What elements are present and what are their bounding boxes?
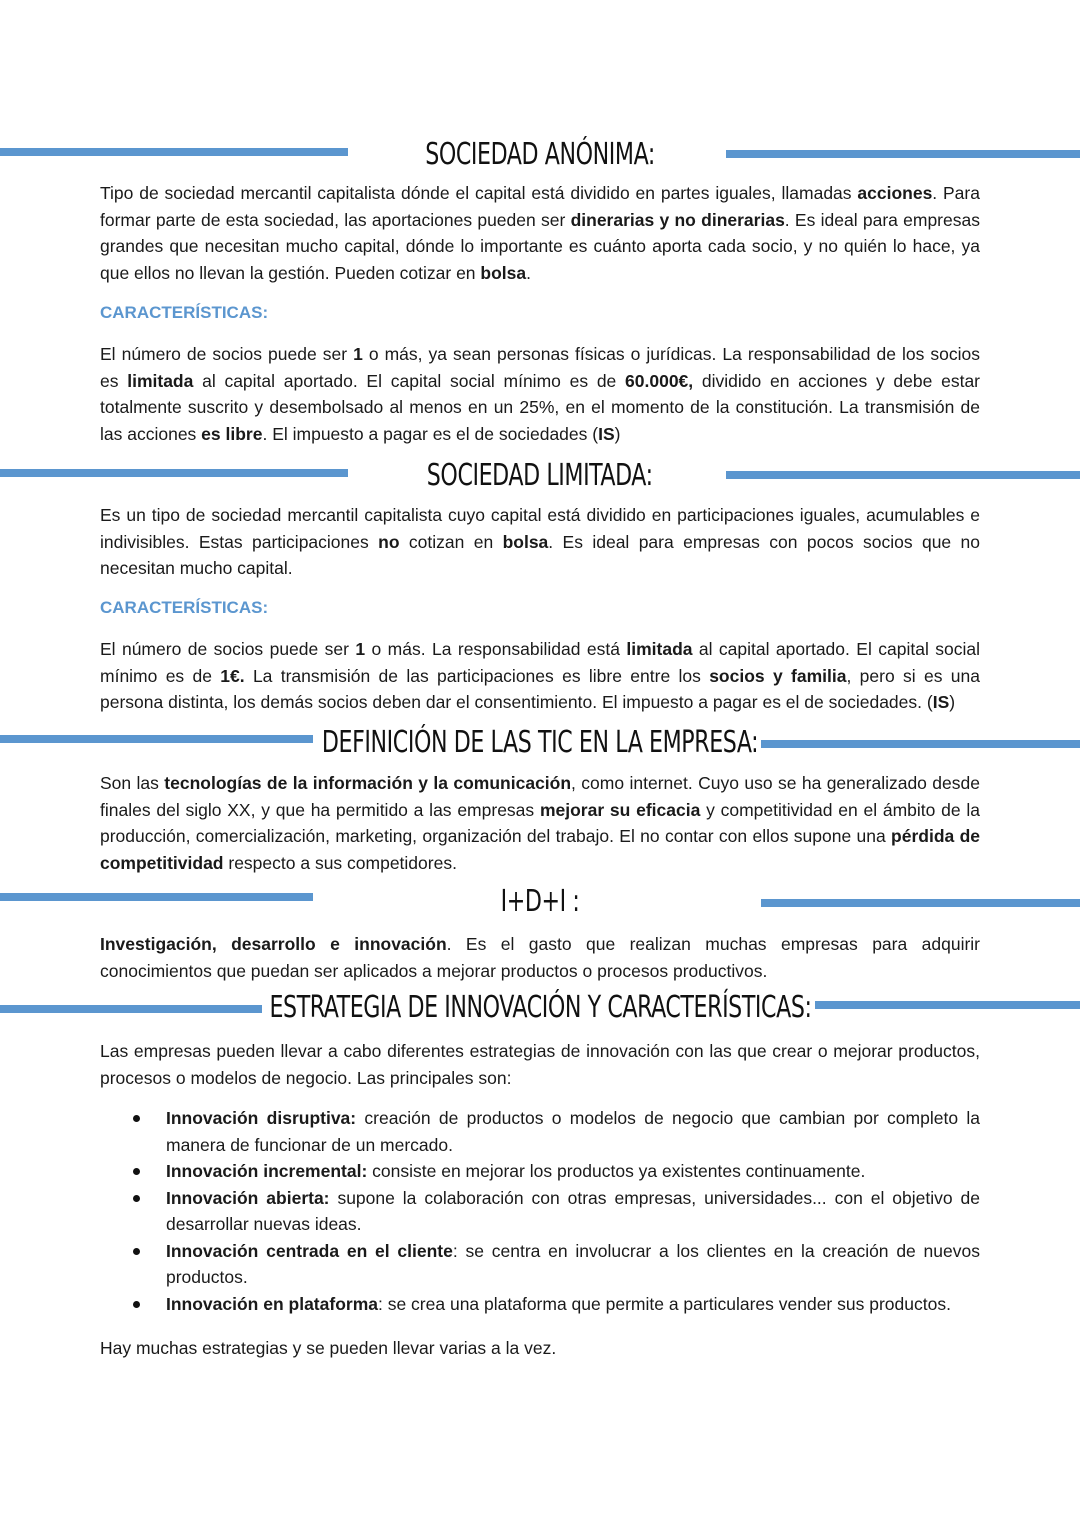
- section-title-idi: I+D+I :: [500, 884, 580, 919]
- bold-text: mejorar su eficacia: [539, 799, 701, 820]
- text-run: , como internet. Cuyo uso se ha generalizado desde finales del siglo XX, y que ha permitido a las empresas: [100, 773, 980, 820]
- list-item: [100, 1158, 980, 1185]
- text-run: . Es ideal para empresas con pocos socios que no necesitan mucho capital.: [100, 531, 981, 578]
- text-run: El número de socios puede ser: [100, 344, 354, 364]
- text-run: y competitividad en el ámbito de la producción, comercialización, marketing, organización del trabajo. El no contar con ellos supone una: [100, 799, 981, 846]
- bold-text: Innovación abierta:: [166, 1187, 330, 1208]
- bold-text: bolsa: [480, 262, 527, 283]
- text-run: consiste en mejorar los productos ya existentes continuamente.: [367, 1161, 866, 1181]
- sa-characteristics-paragraph: [100, 341, 980, 447]
- bold-text: pérdida de competitividad: [100, 826, 981, 873]
- bold-text: limitada: [127, 370, 194, 391]
- text-run: Tipo de sociedad mercantil capitalista dónde el capital está dividido en partes iguales, llamadas: [100, 183, 858, 203]
- text-run: o más, ya sean personas físicas o jurídicas. La responsabilidad de los socios es: [100, 344, 980, 391]
- text-run: creación de productos o modelos de negocio que cambian por completo la manera de funcionar de un mercado.: [166, 1108, 980, 1155]
- section-title-tic: DEFINICIÓN DE LAS TIC EN LA EMPRESA:: [321, 725, 759, 760]
- text-run: Hay muchas estrategias y se pueden llevar varias a la vez.: [100, 1338, 557, 1358]
- text-run: . Para formar parte de esta sociedad, las aportaciones pueden ser: [100, 183, 980, 230]
- bold-text: no: [378, 531, 400, 552]
- sl-characteristics-subheading: CARACTERÍSTICAS:: [100, 598, 269, 617]
- bold-text: Innovación incremental:: [166, 1161, 368, 1181]
- text-run: Las empresas pueden llevar a cabo diferentes estrategias de innovación con las que crear o mejorar productos, procesos o modelos de negocio. Las principales son:: [100, 1041, 980, 1088]
- text-run: .: [526, 262, 531, 283]
- bold-text: 1: [353, 344, 363, 364]
- bold-text: socios y familia: [709, 665, 847, 686]
- bold-text: tecnologías de la información y la comunicación: [164, 773, 572, 793]
- text-run: supone la colaboración con otras empresas, universidades... con el objetivo de desarrollar nuevas ideas.: [166, 1187, 980, 1234]
- text-run: Son las: [100, 773, 165, 793]
- bold-text: IS: [598, 423, 615, 444]
- bold-text: 1€.: [220, 665, 245, 686]
- text-run: o más. La responsabilidad está: [365, 639, 627, 659]
- idi-paragraph: [100, 931, 980, 984]
- text-run: , pero si es una persona distinta, los demás socios deben dar el consentimiento. El impuesto a pagar es el de sociedades. (: [100, 665, 980, 712]
- bold-text: acciones: [857, 183, 933, 203]
- bold-text: Innovación en plataforma: [166, 1293, 378, 1314]
- text-run: al capital aportado. El capital social mínimo es de: [100, 639, 980, 686]
- bold-text: Innovación centrada en el cliente: [166, 1240, 453, 1261]
- text-run: ): [614, 423, 621, 444]
- text-run: La transmisión de las participaciones es libre entre los: [244, 665, 710, 686]
- sa-intro-paragraph: [100, 180, 980, 286]
- text-run: Es un tipo de sociedad mercantil capitalista cuyo capital está dividido en participaciones iguales, acumulables e indivisibles. Estas participaciones: [100, 505, 980, 552]
- innovation-outro-paragraph: [100, 1335, 980, 1362]
- text-run: . El impuesto a pagar es el de sociedades (: [262, 423, 599, 444]
- list-item: [100, 1238, 980, 1291]
- bold-text: dinerarias y no dinerarias: [570, 209, 785, 230]
- text-run: al capital aportado. El capital social mínimo es de: [193, 370, 626, 391]
- text-run: ): [949, 692, 956, 712]
- text-run: respecto a sus competidores.: [223, 852, 457, 873]
- tic-paragraph: [100, 770, 980, 876]
- sa-characteristics-subheading: CARACTERÍSTICAS:: [100, 303, 269, 322]
- list-item: [100, 1185, 980, 1238]
- bold-text: es libre: [201, 423, 263, 444]
- list-item: [100, 1291, 980, 1318]
- innovation-intro-paragraph: [100, 1038, 980, 1091]
- bold-text: Innovación disruptiva:: [166, 1108, 357, 1128]
- section-title-innovation-strategy: ESTRATEGIA DE INNOVACIÓN Y CARACTERÍSTICAS:: [268, 990, 812, 1025]
- bold-text: 60.000€,: [625, 370, 694, 391]
- sl-characteristics-paragraph: [100, 636, 980, 716]
- bold-text: 1: [355, 639, 366, 659]
- innovation-strategy-list: [100, 1105, 980, 1317]
- text-run: . Es ideal para empresas grandes que necesitan mucho capital, dónde lo importante es cuánto aporta cada socio, y no quién lo hace, ya que ellos no llevan la gestión. Pueden cotizar en: [100, 209, 980, 283]
- text-run: . Es el gasto que realizan muchas empresas para adquirir conocimientos que puedan ser aplicados a mejorar productos o procesos productivos.: [100, 934, 980, 981]
- text-run: cotizan en: [399, 531, 503, 552]
- bold-text: Investigación, desarrollo e innovación: [100, 934, 447, 954]
- bold-text: limitada: [626, 639, 693, 659]
- list-item: [100, 1105, 980, 1158]
- text-run: : se centra en involucrar a los clientes en la creación de nuevos productos.: [166, 1240, 980, 1287]
- sl-intro-paragraph: [100, 502, 980, 582]
- text-run: : se crea una plataforma que permite a particulares vender sus productos.: [377, 1293, 951, 1314]
- text-run: dividido en acciones y debe estar totalmente suscrito y desembolsado al menos en un 25%, en el momento de la constitución. La transmisión de las acciones: [100, 370, 980, 444]
- text-run: El número de socios puede ser: [100, 639, 356, 659]
- section-title-sociedad-limitada: SOCIEDAD LIMITADA:: [427, 458, 653, 493]
- section-title-sociedad-anonima: SOCIEDAD ANÓNIMA:: [425, 137, 655, 172]
- bold-text: bolsa: [502, 531, 549, 552]
- bold-text: IS: [932, 692, 950, 712]
